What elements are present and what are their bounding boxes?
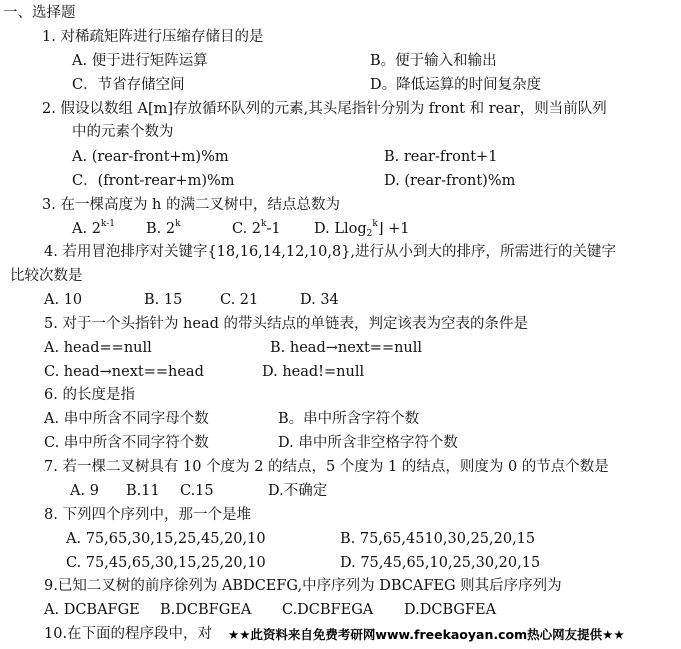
question-1-option-b: B。便于输入和输出 bbox=[370, 53, 497, 69]
question-3-stem: 3. 在一棵高度为 h 的满二叉树中，结点总数为 bbox=[42, 197, 340, 213]
question-3-option-c-exponent: k bbox=[261, 219, 267, 229]
question-4-stem-line1: 4. 若用冒泡排序对关键字{18,16,14,12,10,8},进行从小到大的排序，所需进行的关键字 bbox=[44, 244, 617, 260]
question-1-option-a: A. 便于进行矩阵运算 bbox=[72, 53, 208, 69]
question-5-stem: 5. 对于一个头指针为 head 的带头结点的单链表，判定该表为空表的条件是 bbox=[44, 316, 529, 332]
watermark-banner: ★★此资料来自免费考研网www.freekaoyan.com热心网友提供★★ bbox=[228, 625, 681, 645]
question-3-option-d-subscript: 2 bbox=[366, 229, 373, 239]
question-6-option-b: B。串中所含字符个数 bbox=[278, 411, 420, 427]
question-4-stem-line2: 比较次数是 bbox=[10, 268, 83, 284]
question-1-option-d: D。降低运算的时间复杂度 bbox=[370, 77, 542, 93]
question-3-option-a-exponent: k-1 bbox=[100, 219, 115, 229]
question-8-option-d: D. 75,45,65,10,25,30,20,15 bbox=[340, 555, 541, 571]
question-7-option-b: B.11 bbox=[126, 483, 160, 499]
question-3-option-c-tail: -1 bbox=[266, 221, 281, 237]
question-10-stem: 10.在下面的程序段中，对 bbox=[44, 626, 213, 642]
question-9-option-b: B.DCBFGEA bbox=[160, 602, 252, 618]
question-8-option-c: C. 75,45,65,30,15,25,20,10 bbox=[66, 555, 266, 571]
question-3-option-a-base: A. 2 bbox=[72, 221, 101, 237]
question-8-option-a: A. 75,65,30,15,25,45,20,10 bbox=[66, 531, 266, 547]
question-1-option-c: C．节省存储空间 bbox=[72, 77, 185, 93]
question-6-stem: 6. 的长度是指 bbox=[44, 387, 135, 403]
question-2-option-b: B. rear-front+1 bbox=[384, 149, 498, 165]
question-6-option-d: D. 串中所含非空格字符个数 bbox=[278, 435, 458, 451]
question-2-stem-line1: 2. 假设以数组 A[m]存放循环队列的元素,其头尾指针分别为 front 和 rear，则当前队列 bbox=[42, 101, 607, 117]
question-8-option-b: B. 75,65,4510,30,25,20,15 bbox=[340, 531, 536, 547]
question-7-option-c: C.15 bbox=[180, 483, 214, 499]
question-2-stem-line2: 中的元素个数为 bbox=[72, 124, 174, 140]
question-6-option-c: C. 串中所含不同字符个数 bbox=[44, 435, 209, 451]
question-7-option-d: D.不确定 bbox=[268, 483, 328, 499]
question-3-option-b-base: B. 2 bbox=[146, 221, 176, 237]
question-3-option-a bbox=[72, 220, 115, 238]
question-9-option-a: A. DCBAFGE bbox=[44, 602, 140, 618]
question-5-option-b: B. head→next==null bbox=[270, 340, 423, 356]
question-4-option-b: B. 15 bbox=[144, 292, 183, 308]
question-3-option-d bbox=[314, 220, 409, 238]
question-2-option-c: C．(front-rear+m)%m bbox=[72, 173, 235, 189]
question-8-stem: 8. 下列四个序列中，那一个是堆 bbox=[44, 507, 251, 523]
question-4-option-d: D. 34 bbox=[300, 292, 339, 308]
question-5-option-a: A. head==null bbox=[44, 340, 152, 356]
question-9-stem: 9.已知二叉树的前序徐列为 ABDCEFG,中序序列为 DBCAFEG 则其后序序列为 bbox=[44, 578, 562, 594]
question-4-option-a: A. 10 bbox=[44, 292, 83, 308]
question-4-option-c: C. 21 bbox=[220, 292, 259, 308]
question-1-stem: 1. 对稀疏矩阵进行压缩存储目的是 bbox=[42, 29, 264, 45]
question-3-option-d-exponent: k bbox=[372, 219, 378, 229]
question-9-option-d: D.DCBGFEA bbox=[404, 602, 497, 618]
question-5-option-d: D. head!=null bbox=[262, 364, 365, 380]
question-3-option-c-base: C. 2 bbox=[232, 221, 262, 237]
question-3-option-d-base: D. Llog bbox=[314, 221, 367, 237]
question-9-option-c: C.DCBFEGA bbox=[282, 602, 374, 618]
question-2-option-a: A. (rear-front+m)%m bbox=[72, 149, 229, 165]
section-title: 一、选择题 bbox=[3, 5, 76, 21]
question-3-option-c bbox=[232, 220, 281, 238]
question-7-option-a: A. 9 bbox=[70, 483, 99, 499]
question-5-option-c: C. head→next==head bbox=[44, 364, 204, 380]
question-3-option-d-tail: ⌋ +1 bbox=[377, 221, 410, 237]
question-6-option-a: A. 串中所含不同字母个数 bbox=[44, 411, 209, 427]
question-3-option-b bbox=[146, 220, 181, 238]
question-2-option-d: D. (rear-front)%m bbox=[384, 173, 516, 189]
question-3-option-b-exponent: k bbox=[175, 219, 181, 229]
question-7-stem: 7. 若一棵二叉树具有 10 个度为 2 的结点，5 个度为 1 的结点，则度为 0 的节点个数是 bbox=[44, 459, 609, 475]
